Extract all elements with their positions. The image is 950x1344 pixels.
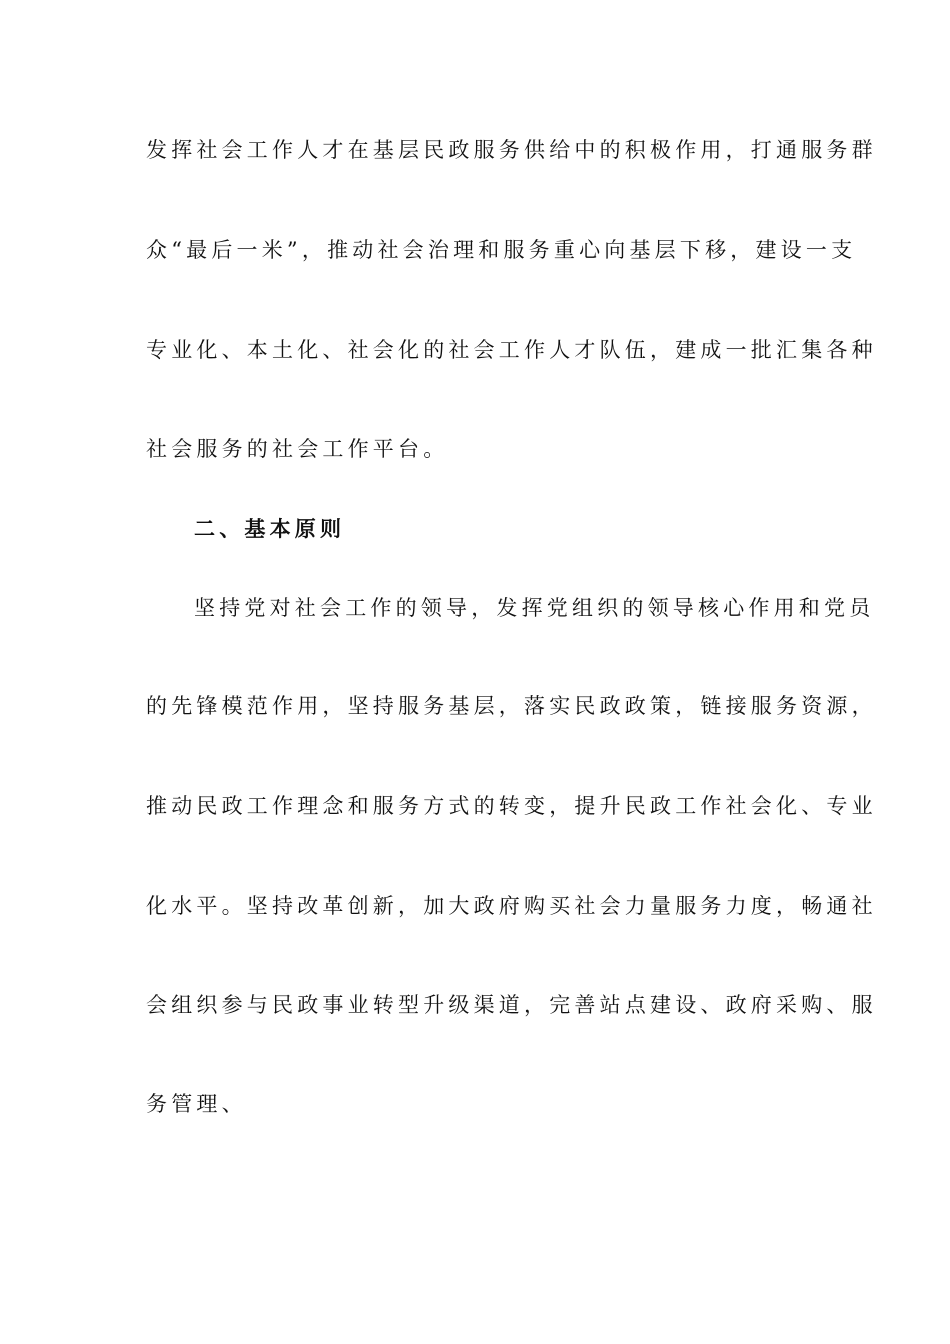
paragraph-line: 务管理、: [146, 1092, 247, 1116]
paragraph-line: 坚持党对社会工作的领导，发挥党组织的领导核心作用和党员: [194, 596, 875, 620]
paragraph-line: 众“最后一米”，推动社会治理和服务重心向基层下移，建设一支: [146, 238, 857, 262]
paragraph-line: 社会服务的社会工作平台。: [146, 437, 449, 461]
paragraph-line: 化水平。坚持改革创新，加大政府购买社会力量服务力度，畅通社: [146, 894, 877, 918]
paragraph-line: 专业化、本土化、社会化的社会工作人才队伍，建成一批汇集各种: [146, 338, 877, 362]
paragraph-line: 的先锋模范作用，坚持服务基层，落实民政政策，链接服务资源，: [146, 694, 877, 718]
paragraph-line: 推动民政工作理念和服务方式的转变，提升民政工作社会化、专业: [146, 794, 877, 818]
section-heading: 二、基本原则: [194, 516, 346, 541]
paragraph-line: 会组织参与民政事业转型升级渠道，完善站点建设、政府采购、服: [146, 993, 877, 1017]
paragraph-line: 发挥社会工作人才在基层民政服务供给中的积极作用，打通服务群: [146, 138, 877, 162]
